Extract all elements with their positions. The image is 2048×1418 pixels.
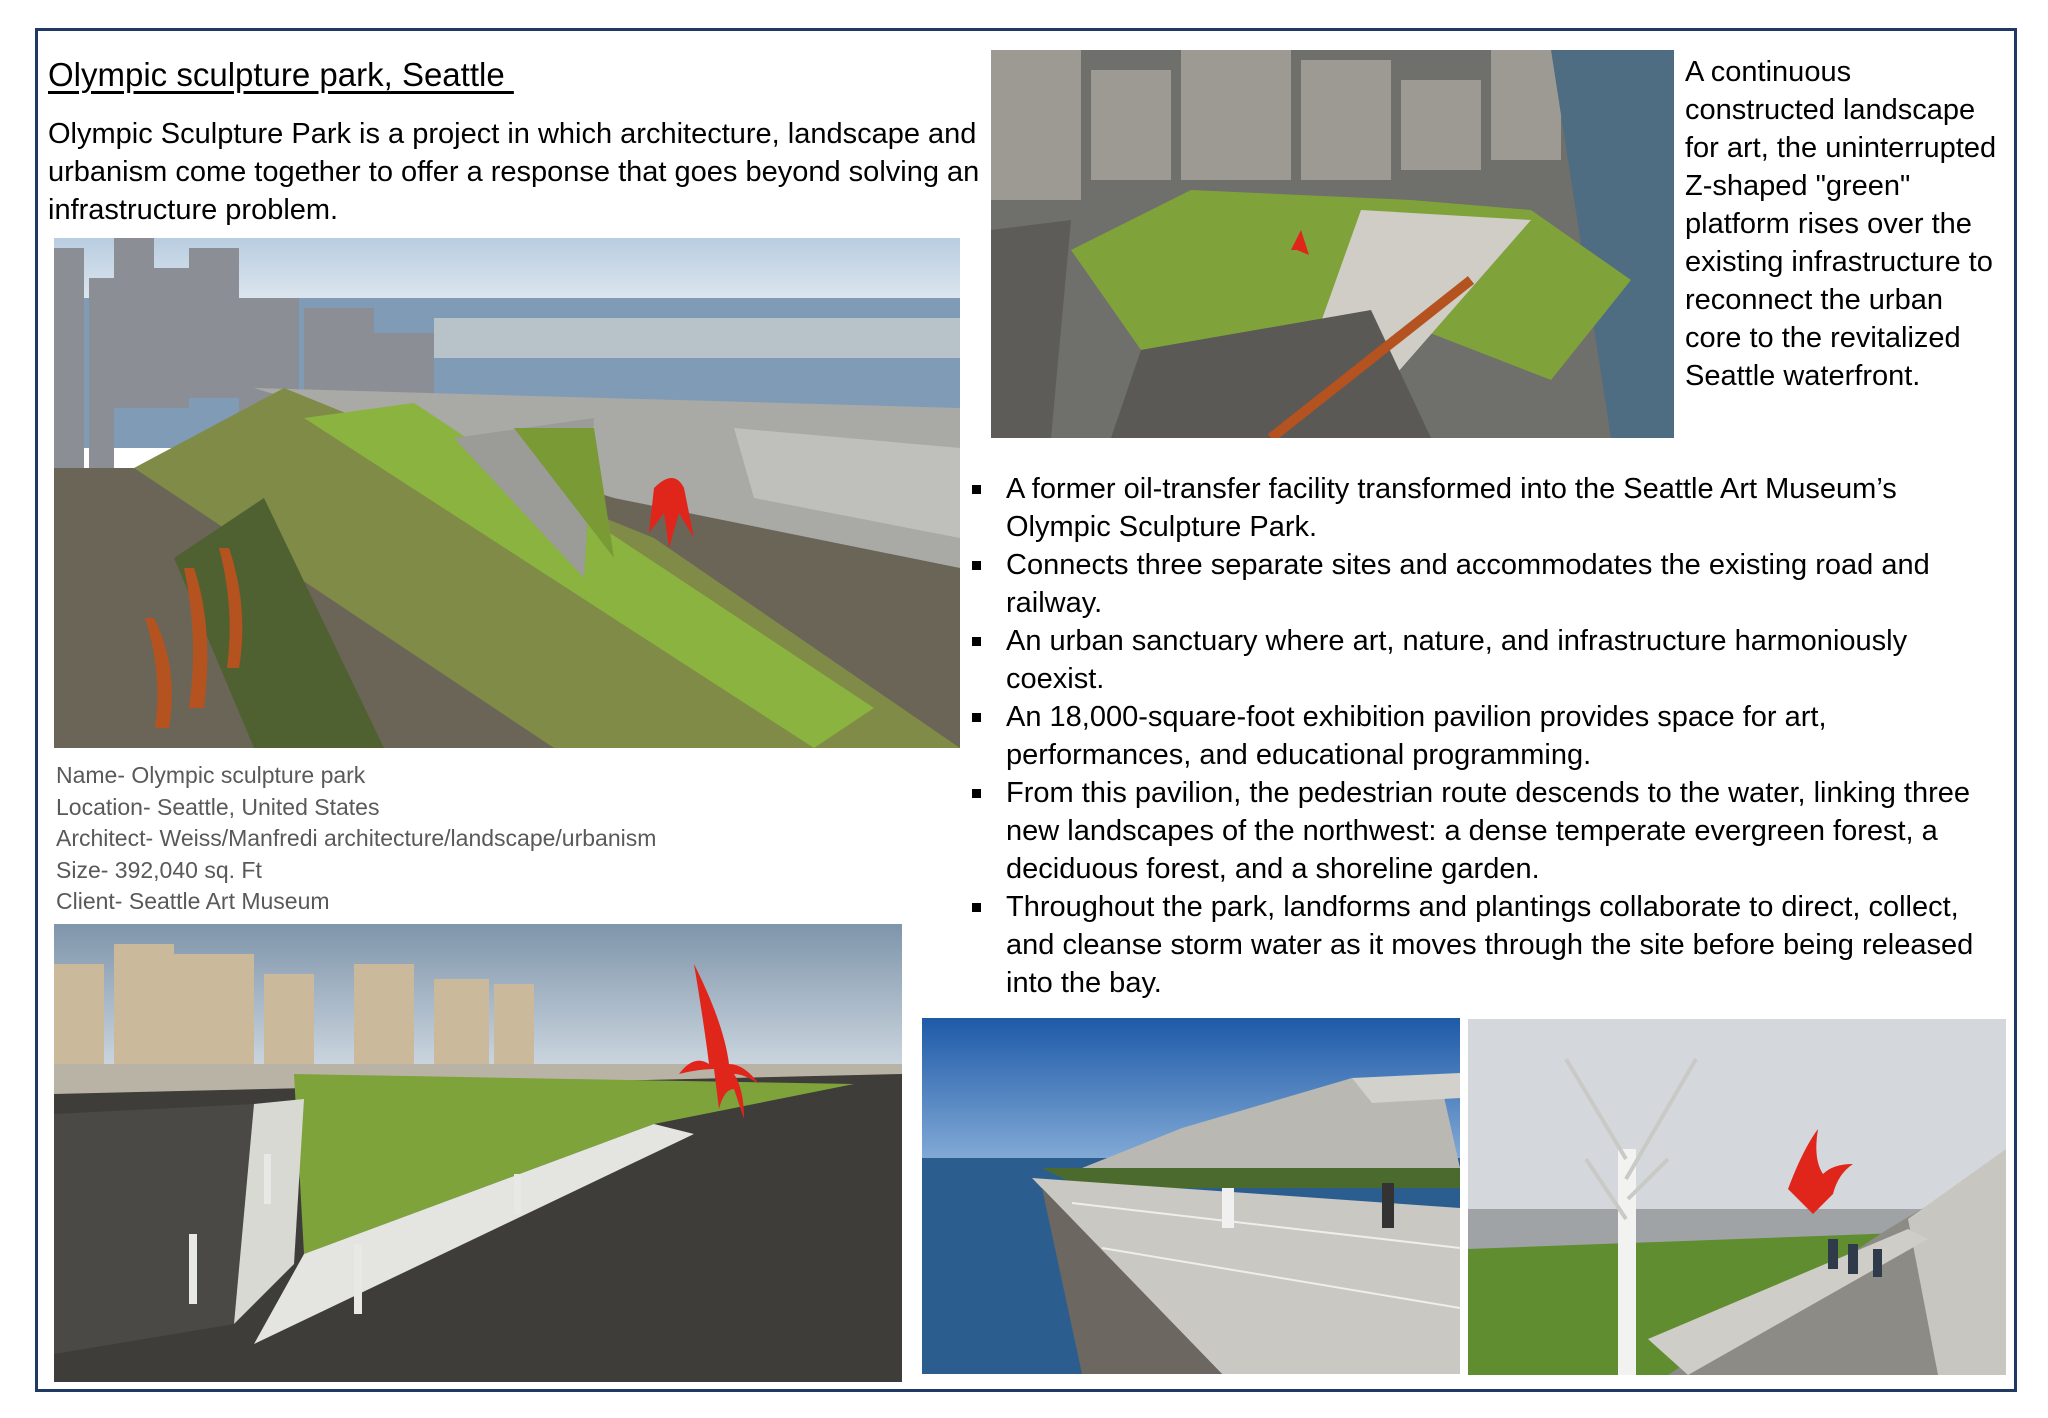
z-platform-aerial-photo — [991, 50, 1674, 438]
project-client: Client- Seattle Art Museum — [56, 888, 330, 914]
project-architect: Architect- Weiss/Manfredi architecture/landscape/urbanism — [56, 825, 657, 851]
platform-description: A continuous constructed landscape for art, the uninterrupted Z-shaped "green" platform rises over the existing infrastructure to reconnect the urban core to the revitalized Seattle waterfront. — [1685, 56, 1997, 392]
bullet-icon — [972, 561, 981, 570]
project-info — [56, 760, 656, 918]
list-item: An 18,000-square-foot exhibition pavilion provides space for art, performances, and educational programming. — [960, 698, 1990, 774]
tree-path-photo — [1468, 1019, 2006, 1375]
project-name: Name- Olympic sculpture park — [56, 762, 366, 788]
project-size: Size- 392,040 sq. Ft — [56, 856, 262, 883]
bullet-icon — [972, 903, 981, 912]
list-item: A former oil-transfer facility transformed into the Seattle Art Museum’s Olympic Sculpture Park. — [960, 470, 1990, 546]
waterfront-pavilion-photo — [922, 1018, 1460, 1374]
list-item: From this pavilion, the pedestrian route descends to the water, linking three new landscapes of the northwest: a dense temperate evergreen forest, a deciduous forest, and a shoreline garden. — [960, 774, 1990, 888]
list-item: An urban sanctuary where art, nature, and infrastructure harmoniously coexist. — [960, 622, 1990, 698]
bullet-icon — [972, 713, 981, 722]
page-title: Olympic sculpture park, Seattle — [48, 56, 514, 93]
bullet-icon — [972, 485, 981, 494]
feature-list — [960, 470, 1990, 1002]
bullet-icon — [972, 789, 981, 798]
intro-paragraph: Olympic Sculpture Park is a project in which architecture, landscape and urbanism come together to offer a response that goes beyond solving an infrastructure problem. — [48, 118, 980, 226]
project-location: Location- Seattle, United States — [56, 793, 380, 820]
bullet-icon — [972, 637, 981, 646]
list-item: Throughout the park, landforms and plantings collaborate to direct, collect, and cleanse storm water as it moves through the site before being released into the bay. — [960, 888, 1990, 1002]
lawn-sculpture-photo — [54, 924, 902, 1382]
list-item: Connects three separate sites and accommodates the existing road and railway. — [960, 546, 1990, 622]
aerial-park-photo — [54, 238, 960, 748]
